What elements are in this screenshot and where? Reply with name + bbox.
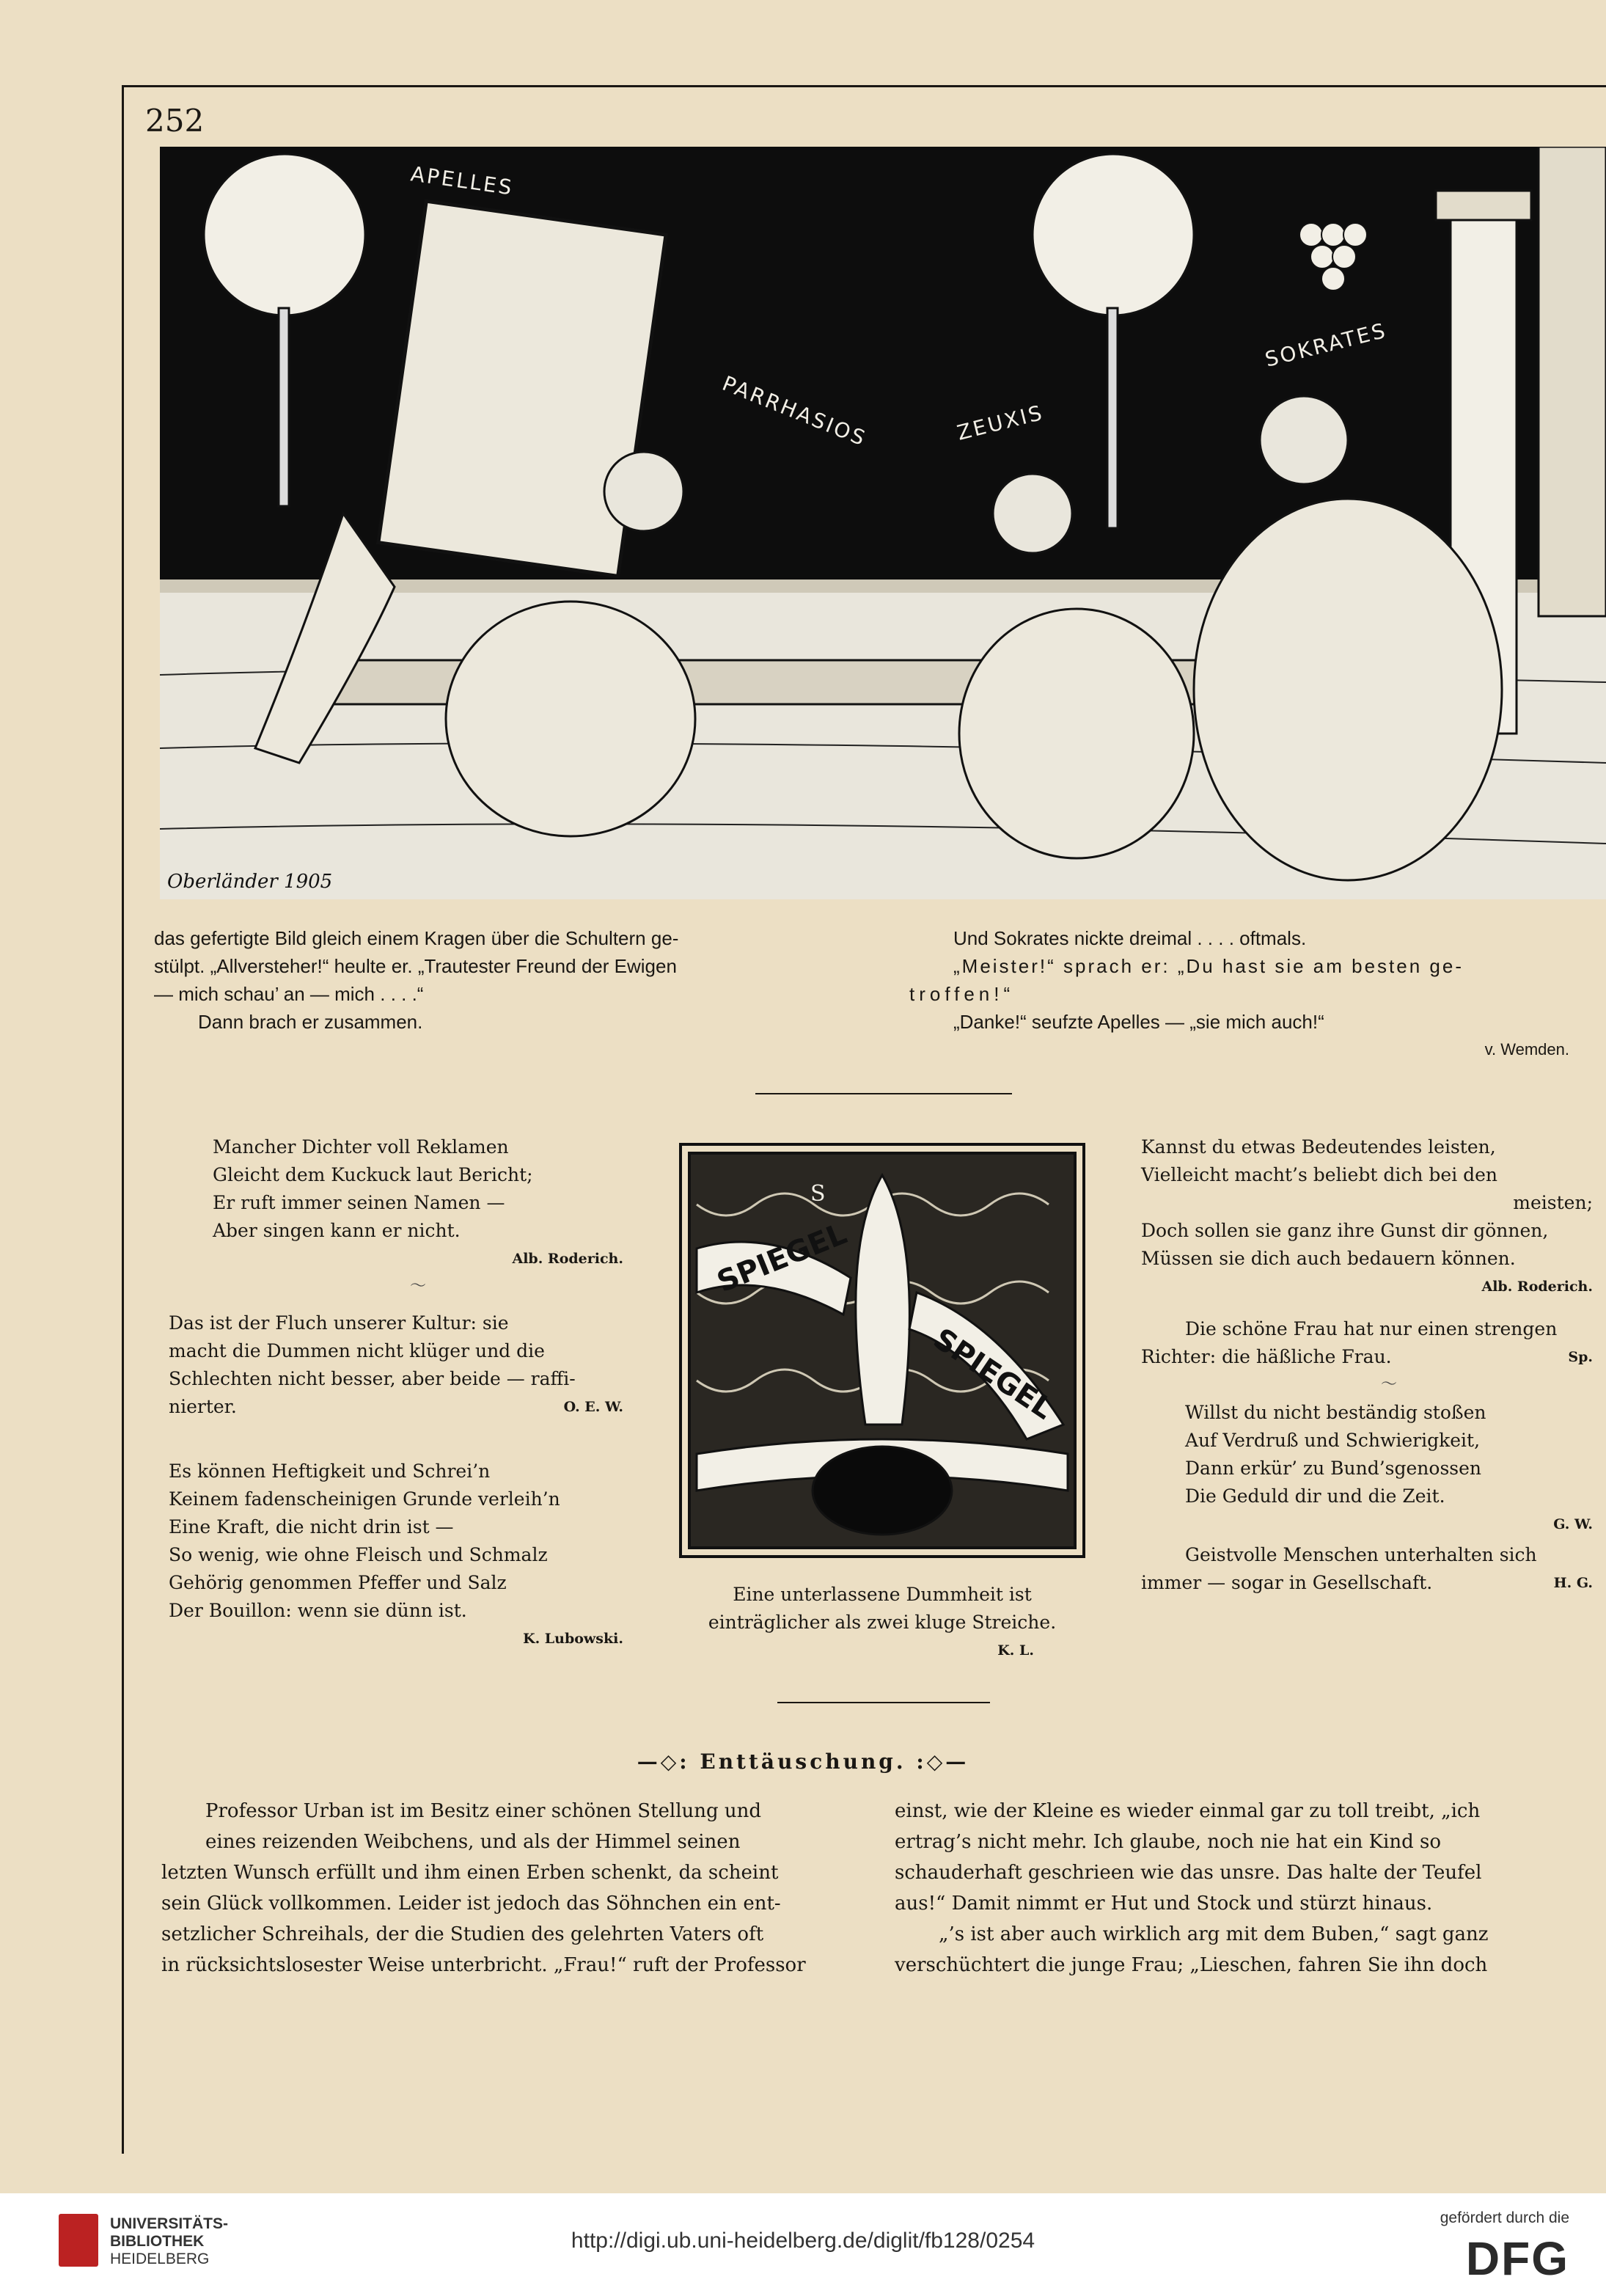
verse-line: Keinem fadenscheinigen Grunde verleih’n [169,1488,560,1510]
article-line: in rücksichtslosester Weise unterbricht. „Frau!“ ruft der Professor [161,1954,806,1976]
title-ornament: :◇— [916,1750,969,1774]
story-line: Dann brach er zusammen. [198,1011,423,1033]
bookplate-letter: S [810,1181,826,1207]
verse-line: Willst du nicht beständig stoßen [1185,1402,1486,1423]
page-border-left [122,85,124,2154]
verse-line: Mancher Dichter voll Reklamen [213,1136,509,1158]
story-author: v. Wemden. [1484,1040,1569,1059]
aphorism-author: Alb. Roderich. [1481,1279,1593,1295]
prose-line: Die schöne Frau hat nur einen strengen [1185,1318,1558,1339]
article-line: ertrag’s nicht mehr. Ich glaube, noch nie hat ein Kind so [895,1831,1442,1853]
aphorism-author: Alb. Roderich. [512,1251,623,1267]
story-line: stülpt. „Allversteher!“ heulte er. „Trautester Freund der Ewigen [154,955,677,977]
aphorism-center [679,1581,1085,1664]
story-line: „Meister!“ sprach er: „Du hast sie am besten ge- [953,955,1464,977]
label-sokrates: SOKRATES [1262,318,1390,372]
story-line: Und Sokrates nickte dreimal . . . . oftmals. [953,927,1307,949]
bookplate-banner-right: SPIEGEL [927,1322,1060,1427]
verse-line: Eine Kraft, die nicht drin ist — [169,1516,454,1538]
viewer-footer [0,2193,1606,2296]
aphorism [1141,1133,1593,1301]
article-line: letzten Wunsch erfüllt und ihm einen Erben schenkt, da scheint [161,1862,779,1884]
verse-line: Gehörig genommen Pfeffer und Salz [169,1572,507,1593]
prose-line: Schlechten nicht besser, aber beide — raffi- [169,1368,576,1389]
verse-line: Aber singen kann er nicht. [213,1220,461,1241]
aphorism-author: O. E. W. [563,1399,623,1415]
prose-line: macht die Dummen nicht klüger und die [169,1340,545,1361]
verse-line: Es können Heftigkeit und Schrei’n [169,1460,491,1482]
aphorisms-right [1141,1133,1593,1597]
funded-by-label: gefördert durch die [1440,2209,1569,2226]
aphorism-author: H. G. [1553,1575,1593,1591]
label-apelles: APELLES [408,161,516,200]
prose-line: einträglicher als zwei kluge Streiche. [708,1612,1057,1633]
ornament-tilde: 〜 [1380,1375,1397,1394]
aphorisms-left [169,1133,623,1653]
story-line: „Danke!“ seufzte Apelles — „sie mich auch!“ [953,1011,1324,1033]
cartoon-drawing [160,147,1606,899]
verse-line: Er ruft immer seinen Namen — [213,1192,505,1213]
library-name-line: HEIDELBERG [110,2251,210,2267]
article-line: einst, wie der Kleine es wieder einmal gar zu toll treibt, „ich [895,1800,1481,1822]
library-name-line: BIBLIOTHEK [110,2233,205,2250]
permalink-url[interactable]: http://digi.ub.uni-heidelberg.de/diglit/fb128/0254 [571,2229,1035,2253]
verse-line: Dann erkür’ zu Bund’sgenossen [1185,1458,1482,1479]
aphorism [1141,1315,1593,1399]
aphorism [1141,1399,1593,1538]
article-heading: Enttäuschung. [700,1750,906,1774]
verse-line: So wenig, wie ohne Fleisch und Schmalz [169,1544,548,1565]
verse-line: Doch sollen sie ganz ihre Gunst dir gönnen, [1141,1220,1549,1241]
aphorism [169,1458,623,1653]
story-line: das gefertigte Bild gleich einem Kragen über die Schultern ge- [154,927,679,949]
article-line: schauderhaft geschrieen wie das unsre. Das halte der Teufel [895,1862,1482,1884]
verse-line: Gleicht dem Kuckuck laut Bericht; [213,1164,533,1185]
aphorism-author: K. L. [997,1642,1034,1659]
aphorism-author: Sp. [1568,1349,1593,1365]
article-title [0,1750,1606,1774]
article-line: „’s ist aber auch wirklich arg mit dem Buben,“ sagt ganz [939,1923,1489,1945]
title-ornament: —◇: [637,1750,690,1774]
spiegel-bookplate [679,1143,1085,1558]
verse-line: Auf Verdruß und Schwierigkeit, [1185,1430,1481,1451]
prose-last-line: Richter: die häßliche Frau. [1141,1346,1392,1367]
verse-line: Die Geduld dir und die Zeit. [1185,1485,1445,1507]
prose-line: Das ist der Fluch unserer Kultur: sie [169,1312,509,1334]
article-line: eines reizenden Weibchens, und als der Himmel seinen [205,1831,741,1853]
prose-line: Geistvolle Menschen unterhalten sich [1185,1544,1537,1565]
story-right-column [909,924,1599,1064]
page-border-top [122,85,1606,87]
prose-line [169,1393,623,1421]
aphorism-author: G. W. [1553,1516,1593,1532]
article-line: aus!“ Damit nimmt er Hut und Stock und stürzt hinaus. [895,1893,1433,1915]
story-left-column [154,924,865,1036]
story-line: — mich schau’ an — mich . . . .“ [154,983,424,1005]
label-parrhasios: PARRHASIOS [719,370,870,451]
aphorism [169,1309,623,1421]
page-number: 252 [145,103,205,139]
library-name-line: UNIVERSITÄTS- [110,2215,229,2232]
story-line: troffen!“ [909,983,1015,1005]
prose-line [1141,1569,1593,1597]
verse-line: meisten; [1513,1192,1593,1213]
dfg-logo: DFG [1465,2232,1569,2285]
prose-last-line: immer — sogar in Gesellschaft. [1141,1572,1433,1593]
verse-line: Kannst du etwas Bedeutendes leisten, [1141,1136,1496,1158]
article-left-column [161,1796,851,1981]
prose-line: Eine unterlassene Dummheit ist [733,1584,1032,1605]
prose-line [1141,1343,1593,1371]
cartoon-illustration [160,147,1606,899]
article-line: sein Glück vollkommen. Leider ist jedoch das Söhnchen ein ent- [161,1893,781,1915]
article-line: setzlicher Schreihals, der die Studien des gelehrten Vaters oft [161,1923,764,1945]
divider-ornament [777,1702,990,1703]
verse-line: Müssen sie dich auch bedauern können. [1141,1248,1516,1269]
ornament-tilde: 〜 [409,1277,426,1295]
divider-line [755,1093,1012,1094]
label-zeuxis: ZEUXIS [954,400,1046,445]
aphorism [169,1133,623,1301]
article-line: verschüchtert die junge Frau; „Lieschen, fahren Sie ihn doch [895,1954,1488,1976]
bookplate-banner-top: SPIEGEL [712,1216,852,1300]
artist-signature: Oberländer 1905 [167,871,333,893]
aphorism-author: K. Lubowski. [523,1631,623,1647]
prose-last-line: nierter. [169,1396,237,1417]
aphorism [1141,1541,1593,1597]
verse-line: Der Bouillon: wenn sie dünn ist. [169,1600,467,1621]
article-line: Professor Urban ist im Besitz einer schönen Stellung und [205,1800,762,1822]
article-right-column [895,1796,1591,1981]
verse-line: Vielleicht macht’s beliebt dich bei den [1141,1164,1498,1185]
